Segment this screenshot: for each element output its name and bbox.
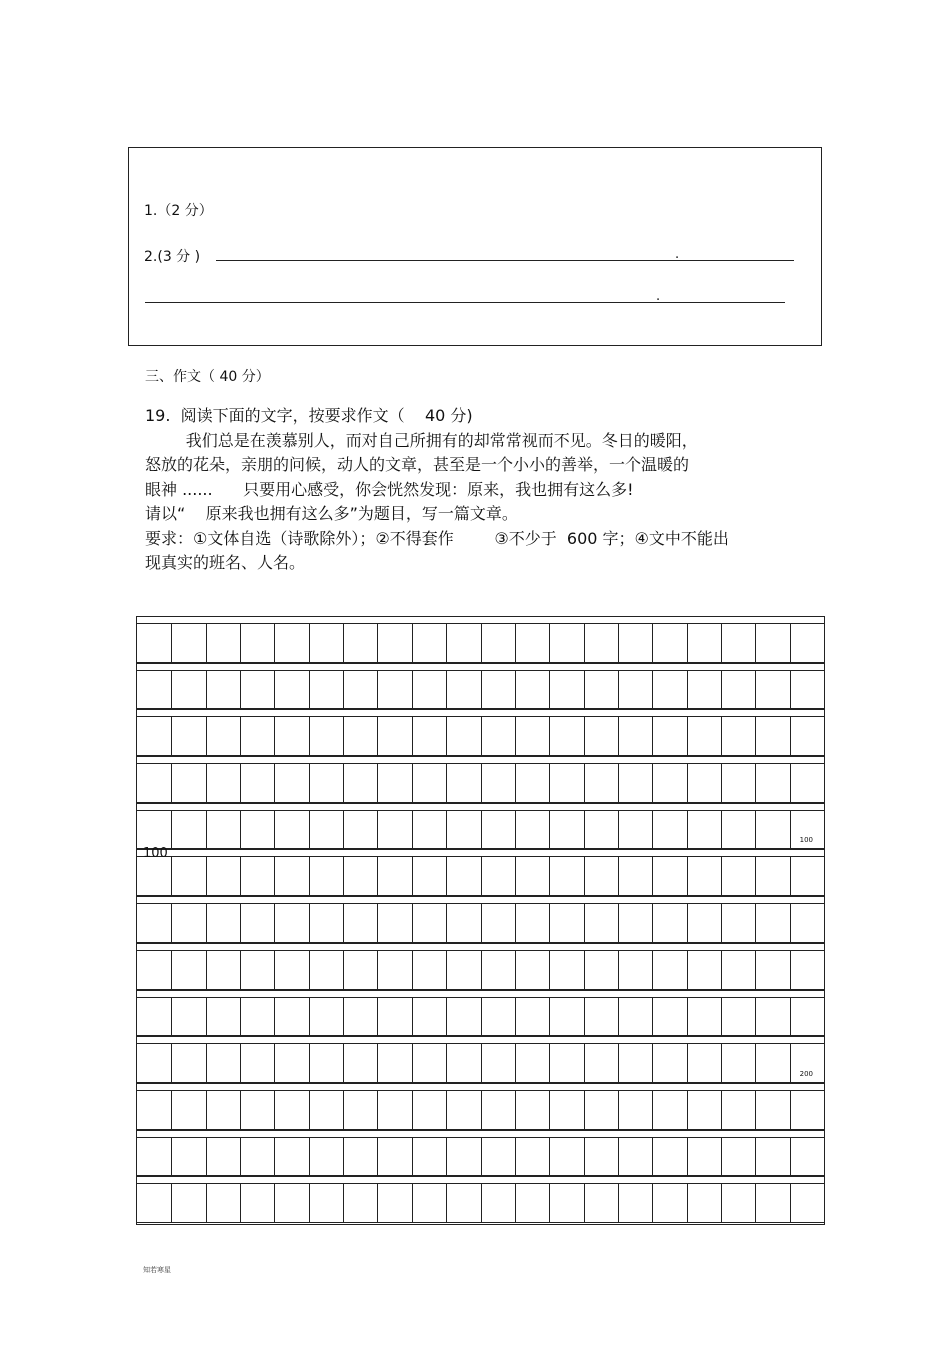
prompt-line: 19. 阅读下面的文字，按要求作文（ 40 分) (145, 406, 473, 425)
prompt-line: 怒放的花朵，亲朋的问候，动人的文章，甚至是一个小小的善举，一个温暖的 (145, 455, 690, 474)
question-1-label: 1.（2 分） (144, 203, 213, 219)
grid-cell[interactable] (687, 1090, 721, 1129)
grid-cell[interactable] (652, 810, 686, 849)
grid-cell[interactable] (618, 1183, 652, 1222)
grid-cell[interactable] (790, 1137, 824, 1176)
grid-cell[interactable] (618, 716, 652, 755)
grid-cell[interactable] (309, 763, 343, 802)
grid-cell[interactable] (721, 763, 755, 802)
grid-cell[interactable] (377, 810, 411, 849)
grid-cell[interactable] (206, 670, 240, 709)
grid-cell[interactable] (790, 670, 824, 709)
grid-cell[interactable] (755, 1090, 789, 1129)
grid-cell[interactable] (240, 1090, 274, 1129)
grid-cell[interactable] (206, 623, 240, 662)
grid-cell[interactable] (377, 1090, 411, 1129)
grid-cell[interactable] (309, 1090, 343, 1129)
footer-text: 知若寒星 (143, 1266, 171, 1274)
grid-cell[interactable] (584, 1090, 618, 1129)
grid-cell[interactable] (618, 1090, 652, 1129)
grid-cell[interactable] (687, 716, 721, 755)
grid-cell[interactable] (755, 810, 789, 849)
grid-cell[interactable] (343, 763, 377, 802)
grid-cell[interactable] (515, 1043, 549, 1082)
grid-cell[interactable] (515, 997, 549, 1036)
grid-cell[interactable] (584, 623, 618, 662)
grid-cell[interactable] (481, 716, 515, 755)
grid-row-bottom-line (137, 1222, 824, 1223)
grid-cell[interactable] (171, 810, 205, 849)
grid-cell[interactable] (790, 1183, 824, 1222)
grid-row-separator (137, 896, 824, 897)
grid-cell[interactable] (481, 1137, 515, 1176)
grid-cell[interactable] (206, 716, 240, 755)
grid-cell[interactable] (652, 1043, 686, 1082)
grid-cell[interactable] (377, 1183, 411, 1222)
grid-cell[interactable] (721, 810, 755, 849)
grid-cell[interactable] (171, 997, 205, 1036)
grid-cell[interactable] (446, 903, 480, 942)
grid-cell[interactable] (687, 950, 721, 989)
grid-cell[interactable] (274, 1137, 308, 1176)
grid-cell[interactable] (790, 856, 824, 895)
grid-cell[interactable] (377, 950, 411, 989)
grid-cell[interactable] (412, 810, 446, 849)
grid-cell[interactable] (309, 810, 343, 849)
grid-cell[interactable] (755, 1183, 789, 1222)
grid-cell[interactable] (412, 903, 446, 942)
grid-cell[interactable] (652, 1183, 686, 1222)
grid-cell[interactable] (790, 623, 824, 662)
grid-cell[interactable] (584, 1183, 618, 1222)
grid-cell[interactable] (309, 903, 343, 942)
grid-cell[interactable] (343, 856, 377, 895)
grid-cell[interactable] (343, 1137, 377, 1176)
grid-row-separator (137, 709, 824, 710)
grid-cell[interactable] (309, 950, 343, 989)
grid-cell[interactable] (274, 670, 308, 709)
grid-cell[interactable] (515, 1090, 549, 1129)
word-count-mark: 200 (799, 1069, 814, 1078)
grid-cell[interactable] (274, 1090, 308, 1129)
grid-cell[interactable] (515, 1137, 549, 1176)
grid-row-separator (137, 1176, 824, 1177)
grid-cell[interactable] (377, 1137, 411, 1176)
grid-cell[interactable] (721, 856, 755, 895)
grid-cell[interactable] (412, 1183, 446, 1222)
grid-cell[interactable] (618, 950, 652, 989)
grid-cell[interactable] (515, 903, 549, 942)
grid-cell[interactable] (755, 623, 789, 662)
grid-cell[interactable] (755, 903, 789, 942)
grid-cell[interactable] (446, 716, 480, 755)
grid-cell[interactable] (412, 670, 446, 709)
grid-cell[interactable] (652, 763, 686, 802)
grid-cell[interactable] (446, 763, 480, 802)
grid-cell[interactable] (377, 670, 411, 709)
grid-cell[interactable] (584, 1043, 618, 1082)
grid-cell[interactable] (721, 1090, 755, 1129)
grid-cell[interactable] (549, 763, 583, 802)
grid-cell[interactable] (274, 997, 308, 1036)
grid-cell[interactable] (755, 670, 789, 709)
grid-cell[interactable] (446, 997, 480, 1036)
grid-cell[interactable] (584, 670, 618, 709)
grid-cell[interactable] (790, 1090, 824, 1129)
grid-cell[interactable] (481, 903, 515, 942)
grid-cell[interactable] (687, 856, 721, 895)
grid-cell[interactable] (549, 670, 583, 709)
grid-cell[interactable] (446, 1183, 480, 1222)
grid-cell[interactable] (171, 856, 205, 895)
grid-cell[interactable] (618, 856, 652, 895)
grid-row-separator (137, 663, 824, 664)
grid-cell[interactable] (515, 810, 549, 849)
grid-cell[interactable] (549, 1043, 583, 1082)
grid-cell[interactable] (343, 1090, 377, 1129)
answer-line-1[interactable] (216, 260, 794, 261)
grid-cell[interactable] (618, 1137, 652, 1176)
grid-cell[interactable] (721, 1183, 755, 1222)
grid-cell[interactable] (240, 856, 274, 895)
grid-cell[interactable] (171, 716, 205, 755)
grid-cell[interactable] (481, 763, 515, 802)
grid-cell[interactable] (515, 763, 549, 802)
grid-cell[interactable] (206, 1183, 240, 1222)
grid-cell[interactable] (309, 1183, 343, 1222)
grid-cell[interactable] (721, 670, 755, 709)
prompt-line: 请以“ 原来我也拥有这么多”为题目，写一篇文章。 (145, 504, 518, 523)
grid-cell[interactable] (274, 950, 308, 989)
essay-prompt (145, 404, 805, 576)
word-count-mark: 100 (799, 836, 814, 845)
answer-line-1-dot: . (675, 247, 680, 262)
grid-cell[interactable] (343, 716, 377, 755)
grid-cell[interactable] (446, 1043, 480, 1082)
grid-row-separator (137, 1130, 824, 1131)
grid-cell[interactable] (515, 1183, 549, 1222)
grid-cell[interactable] (343, 670, 377, 709)
grid-cell[interactable] (618, 623, 652, 662)
grid-cell[interactable] (309, 716, 343, 755)
grid-cell[interactable] (274, 623, 308, 662)
grid-cell[interactable] (652, 670, 686, 709)
grid-cell[interactable] (171, 763, 205, 802)
grid-cell[interactable] (755, 997, 789, 1036)
grid-cell[interactable] (652, 950, 686, 989)
grid-cell[interactable] (343, 950, 377, 989)
grid-cell[interactable] (377, 623, 411, 662)
grid-cell[interactable] (377, 997, 411, 1036)
grid-cell[interactable] (446, 856, 480, 895)
grid-cell[interactable] (687, 623, 721, 662)
grid-cell[interactable] (790, 716, 824, 755)
grid-cell[interactable] (240, 763, 274, 802)
grid-cell[interactable] (412, 1090, 446, 1129)
grid-cell[interactable] (652, 903, 686, 942)
grid-cell[interactable] (343, 810, 377, 849)
grid-cell[interactable] (274, 1043, 308, 1082)
grid-cell[interactable] (549, 716, 583, 755)
grid-cell[interactable] (240, 623, 274, 662)
grid-cell[interactable] (240, 903, 274, 942)
word-count-mark: 100 (143, 846, 168, 862)
grid-cell[interactable] (343, 997, 377, 1036)
grid-cell[interactable] (618, 997, 652, 1036)
grid-cell[interactable] (584, 997, 618, 1036)
grid-cell[interactable] (171, 1183, 205, 1222)
grid-cell[interactable] (240, 716, 274, 755)
grid-cell[interactable] (206, 810, 240, 849)
grid-cell[interactable] (274, 903, 308, 942)
grid-cell[interactable] (721, 903, 755, 942)
grid-cell[interactable] (309, 856, 343, 895)
grid-row-separator (137, 756, 824, 757)
grid-cell[interactable] (481, 623, 515, 662)
grid-cell[interactable] (481, 950, 515, 989)
grid-cell[interactable] (206, 763, 240, 802)
grid-cell[interactable] (412, 950, 446, 989)
grid-cell[interactable] (687, 903, 721, 942)
grid-cell[interactable] (721, 1137, 755, 1176)
grid-cell[interactable] (412, 856, 446, 895)
grid-cell[interactable] (206, 950, 240, 989)
grid-cell[interactable] (652, 716, 686, 755)
grid-cell[interactable] (446, 950, 480, 989)
grid-cell[interactable] (481, 1090, 515, 1129)
grid-row-separator (137, 1036, 824, 1037)
grid-cell[interactable] (652, 1137, 686, 1176)
grid-cell[interactable] (446, 670, 480, 709)
grid-cell[interactable] (171, 950, 205, 989)
grid-cell[interactable] (755, 856, 789, 895)
grid-cell[interactable] (309, 670, 343, 709)
grid-cell[interactable] (755, 950, 789, 989)
grid-cell[interactable] (343, 623, 377, 662)
grid-cell[interactable] (206, 903, 240, 942)
grid-cell[interactable] (721, 716, 755, 755)
grid-cell[interactable] (206, 997, 240, 1036)
grid-cell[interactable] (584, 1137, 618, 1176)
grid-cell[interactable] (171, 1090, 205, 1129)
grid-cell[interactable] (584, 763, 618, 802)
grid-cell[interactable] (549, 856, 583, 895)
grid-cell[interactable] (412, 763, 446, 802)
grid-cell[interactable] (584, 856, 618, 895)
grid-cell[interactable] (481, 997, 515, 1036)
grid-cell[interactable] (687, 997, 721, 1036)
grid-cell[interactable] (687, 670, 721, 709)
grid-cell[interactable] (343, 1043, 377, 1082)
grid-cell[interactable] (790, 997, 824, 1036)
prompt-line: 眼神 ...... 只要用心感受，你会恍然发现：原来，我也拥有这么多! (145, 479, 634, 499)
grid-cell[interactable] (343, 1183, 377, 1222)
grid-cell[interactable] (240, 997, 274, 1036)
grid-cell[interactable] (309, 1137, 343, 1176)
grid-cell[interactable] (446, 810, 480, 849)
grid-cell[interactable] (721, 1043, 755, 1082)
grid-cell[interactable] (274, 810, 308, 849)
grid-cell[interactable] (618, 903, 652, 942)
grid-cell[interactable] (618, 1043, 652, 1082)
grid-cell[interactable] (274, 856, 308, 895)
grid-cell[interactable] (206, 856, 240, 895)
grid-cell[interactable] (377, 856, 411, 895)
grid-cell[interactable] (274, 716, 308, 755)
grid-cell[interactable] (377, 903, 411, 942)
grid-cell[interactable] (446, 1090, 480, 1129)
grid-cell[interactable] (171, 670, 205, 709)
answer-box (128, 147, 822, 346)
grid-cell[interactable] (171, 1137, 205, 1176)
prompt-line: 我们总是在羡慕别人，而对自己所拥有的却常常视而不见。冬日的暖阳， (145, 430, 698, 450)
grid-cell[interactable] (755, 763, 789, 802)
grid-row-separator (137, 943, 824, 944)
grid-cell[interactable] (240, 670, 274, 709)
question-2-label: 2.(3 分 ) (144, 249, 201, 265)
grid-cell[interactable] (721, 623, 755, 662)
grid-cell[interactable] (652, 997, 686, 1036)
grid-cell[interactable] (171, 1043, 205, 1082)
grid-cell[interactable] (171, 623, 205, 662)
grid-cell[interactable] (274, 1183, 308, 1222)
grid-row-separator (137, 1083, 824, 1084)
grid-cell[interactable] (721, 997, 755, 1036)
grid-cell[interactable] (755, 1137, 789, 1176)
grid-cell[interactable] (240, 950, 274, 989)
grid-cell[interactable] (412, 997, 446, 1036)
grid-cell[interactable] (171, 903, 205, 942)
grid-cell[interactable] (309, 623, 343, 662)
grid-cell[interactable] (412, 716, 446, 755)
grid-cell[interactable] (652, 1090, 686, 1129)
grid-cell[interactable] (446, 1137, 480, 1176)
prompt-line: 现真实的班名、人名。 (145, 553, 306, 572)
grid-cell[interactable] (687, 1183, 721, 1222)
grid-cell[interactable] (309, 1043, 343, 1082)
grid-cell[interactable] (721, 950, 755, 989)
grid-cell[interactable] (446, 623, 480, 662)
grid-cell[interactable] (549, 1090, 583, 1129)
grid-cell[interactable] (584, 810, 618, 849)
writing-grid[interactable] (136, 616, 825, 1225)
grid-cell[interactable] (584, 903, 618, 942)
grid-cell[interactable] (377, 1043, 411, 1082)
grid-cell[interactable] (618, 763, 652, 802)
grid-cell[interactable] (481, 1183, 515, 1222)
grid-cell[interactable] (618, 810, 652, 849)
grid-cell[interactable] (206, 1137, 240, 1176)
grid-cell[interactable] (790, 950, 824, 989)
grid-cell[interactable] (549, 997, 583, 1036)
grid-cell[interactable] (652, 856, 686, 895)
grid-row-separator (137, 990, 824, 991)
grid-cell[interactable] (687, 1137, 721, 1176)
grid-cell[interactable] (584, 950, 618, 989)
grid-cell[interactable] (687, 810, 721, 849)
answer-line-2[interactable] (145, 302, 785, 303)
grid-cell[interactable] (343, 903, 377, 942)
section-heading: 三、作文（ 40 分） (145, 369, 270, 385)
grid-cell[interactable] (206, 1090, 240, 1129)
grid-cell[interactable] (240, 1183, 274, 1222)
grid-cell[interactable] (687, 1043, 721, 1082)
answer-line-2-dot: . (656, 289, 661, 304)
grid-cell[interactable] (309, 997, 343, 1036)
grid-cell[interactable] (240, 810, 274, 849)
grid-cell[interactable] (515, 950, 549, 989)
grid-cell[interactable] (687, 763, 721, 802)
grid-cell[interactable] (515, 716, 549, 755)
grid-cell[interactable] (206, 1043, 240, 1082)
grid-cell[interactable] (240, 1043, 274, 1082)
grid-cell[interactable] (412, 1137, 446, 1176)
grid-row-separator (137, 849, 824, 850)
grid-cell[interactable] (481, 810, 515, 849)
grid-cell[interactable] (412, 623, 446, 662)
grid-cell[interactable] (481, 1043, 515, 1082)
grid-cell[interactable] (549, 950, 583, 989)
grid-cell[interactable] (240, 1137, 274, 1176)
grid-cell[interactable] (412, 1043, 446, 1082)
grid-cell[interactable] (515, 623, 549, 662)
grid-cell[interactable] (549, 1183, 583, 1222)
grid-cell[interactable] (755, 716, 789, 755)
grid-cell[interactable] (515, 856, 549, 895)
grid-row-separator (137, 803, 824, 804)
grid-cell[interactable] (377, 763, 411, 802)
prompt-line: 要求：①文体自选（诗歌除外）；②不得套作 ③不少于 600 字；④文中不能出 (145, 528, 729, 548)
grid-cell[interactable] (549, 810, 583, 849)
grid-cell[interactable] (549, 623, 583, 662)
grid-cell[interactable] (481, 670, 515, 709)
grid-cell[interactable] (790, 763, 824, 802)
grid-cell[interactable] (790, 903, 824, 942)
grid-cell[interactable] (652, 623, 686, 662)
grid-cell[interactable] (755, 1043, 789, 1082)
grid-cell[interactable] (377, 716, 411, 755)
grid-cell[interactable] (584, 716, 618, 755)
grid-cell[interactable] (481, 856, 515, 895)
grid-cell[interactable] (274, 763, 308, 802)
grid-cell[interactable] (618, 670, 652, 709)
grid-cell[interactable] (515, 670, 549, 709)
grid-cell[interactable] (549, 903, 583, 942)
grid-cell[interactable] (549, 1137, 583, 1176)
